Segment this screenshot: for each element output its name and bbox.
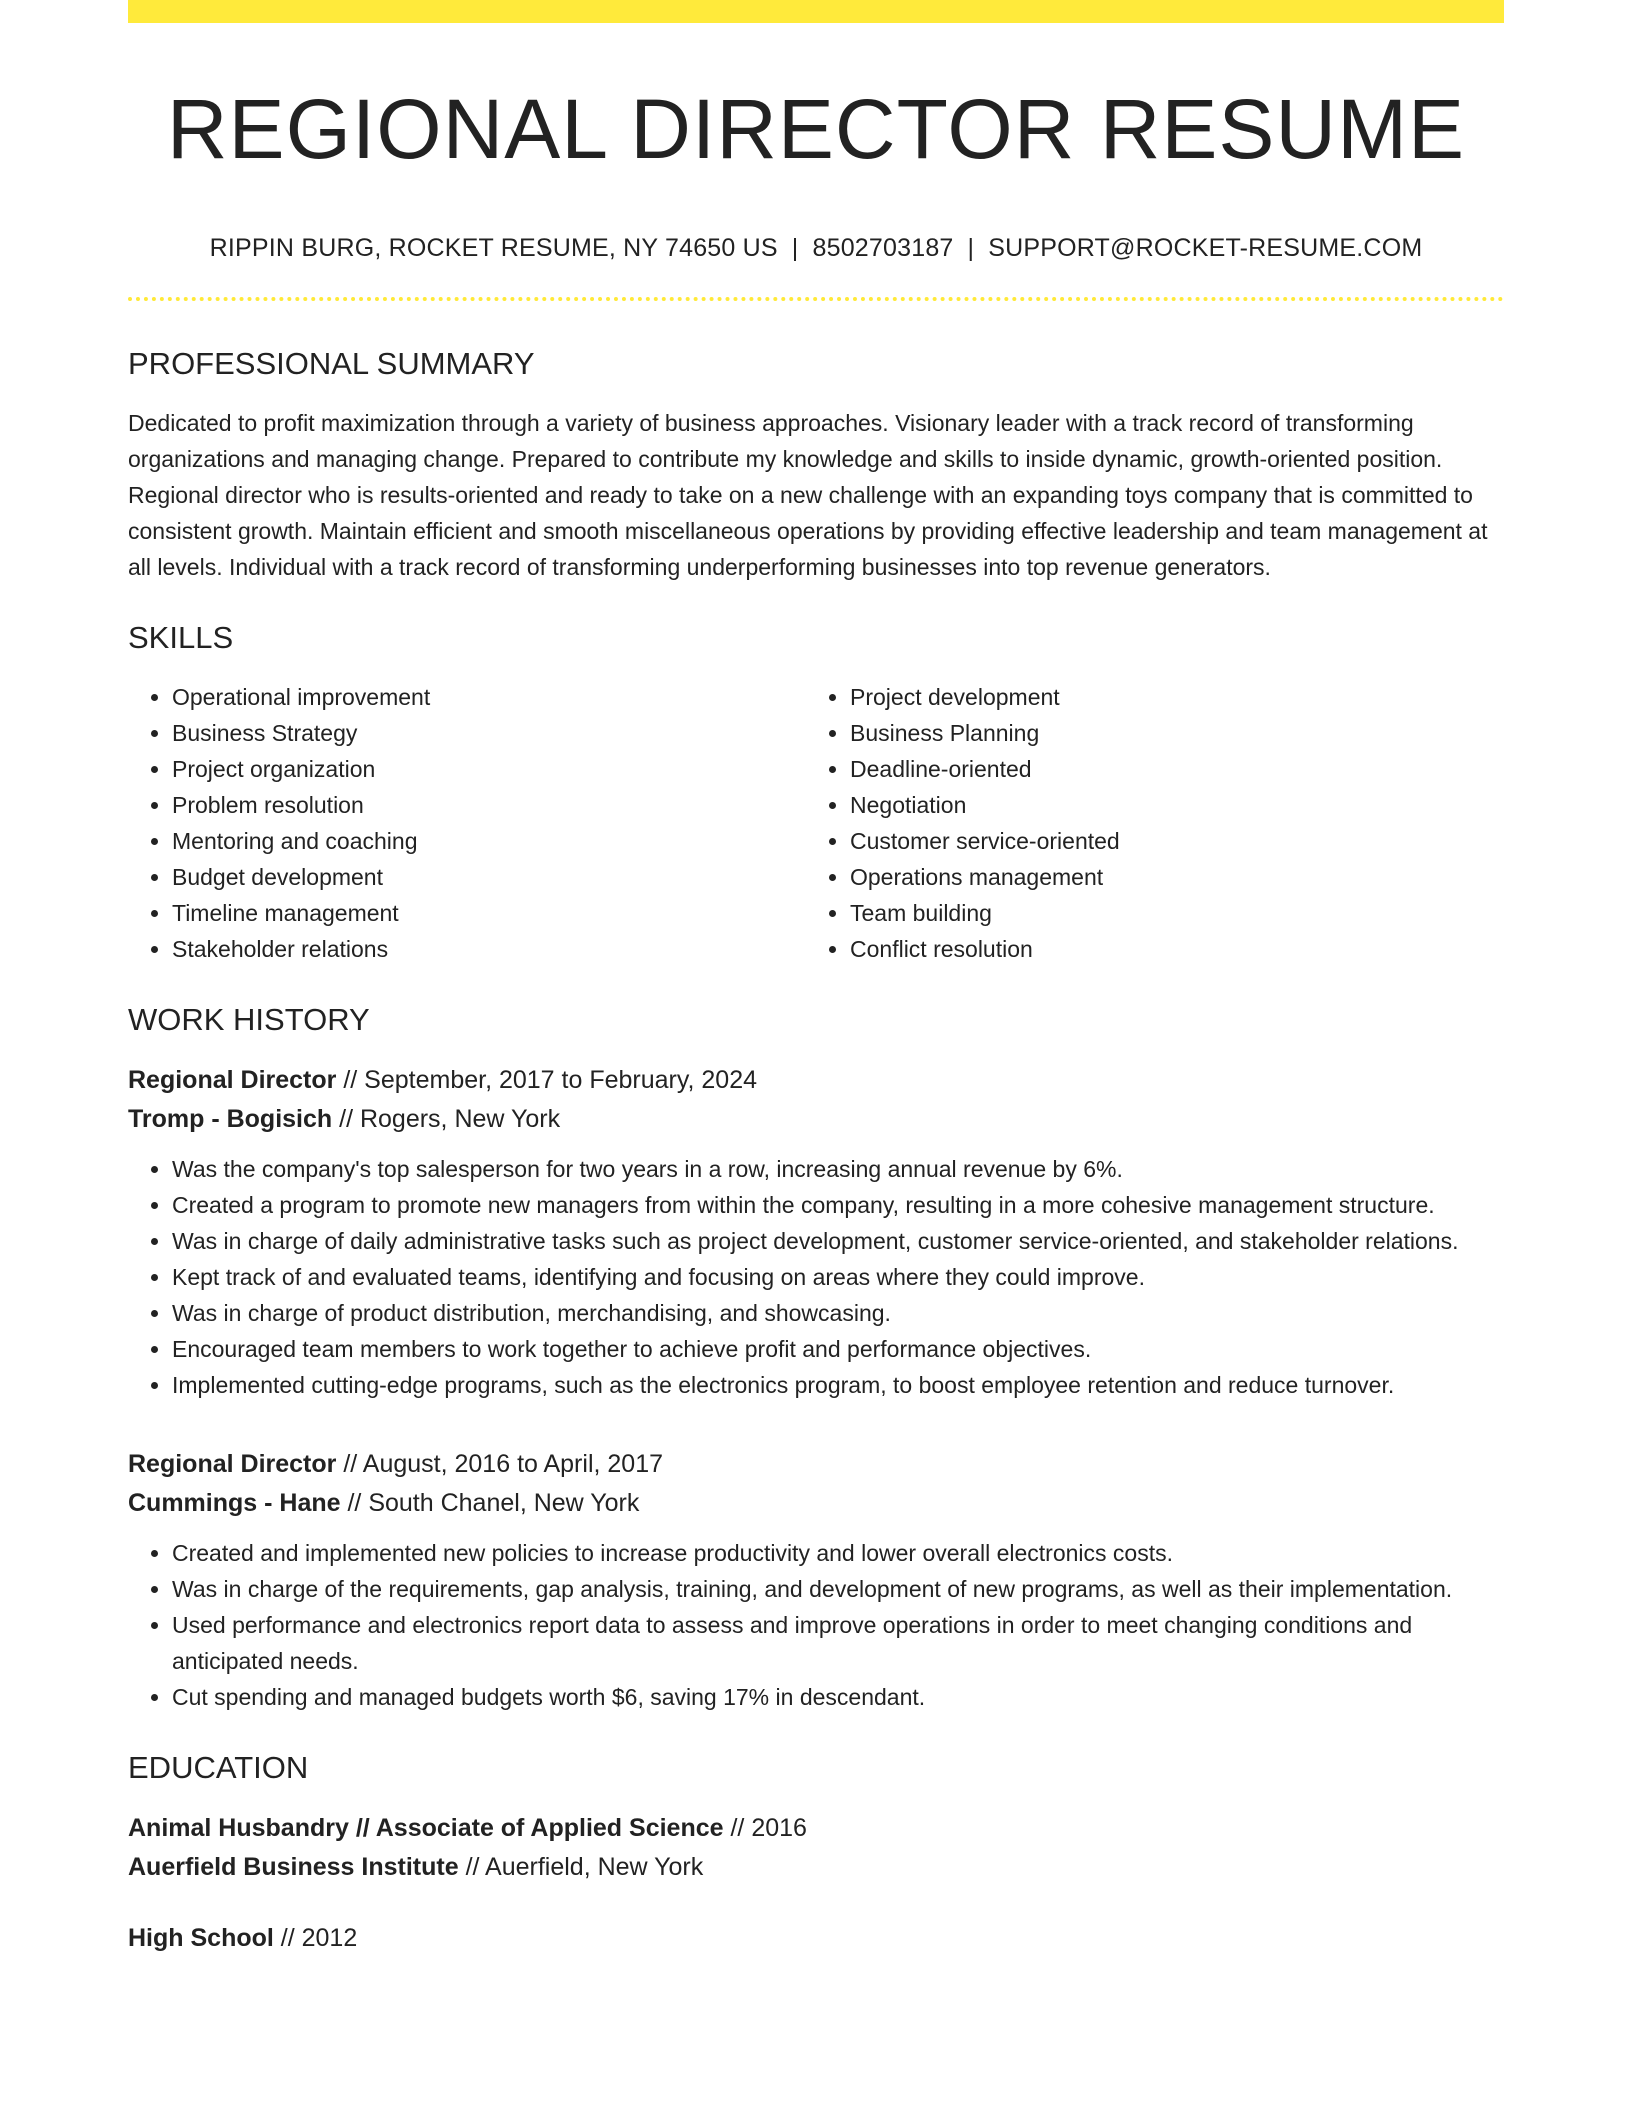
work-history-heading: WORK HISTORY xyxy=(128,1002,370,1037)
skills-list-right xyxy=(806,679,1484,967)
contact-address: RIPPIN BURG, ROCKET RESUME, NY 74650 US xyxy=(209,234,778,262)
education-degree: High School xyxy=(128,1924,274,1952)
contact-line xyxy=(128,233,1504,263)
contact-email: SUPPORT@ROCKET-RESUME.COM xyxy=(988,234,1423,262)
job-bullet: • Cut spending and managed budgets worth $6, saving 17% in descendant. xyxy=(172,1679,1504,1715)
skills-list-left xyxy=(128,679,806,967)
job-company: Tromp - Bogisich xyxy=(128,1105,333,1133)
skill-item: • Customer service-oriented xyxy=(850,823,1484,859)
skill-item: • Budget development xyxy=(172,859,806,895)
job-bullet: • Was in charge of product distribution, merchandising, and showcasing. xyxy=(172,1295,1504,1331)
skill-item: • Negotiation xyxy=(850,787,1484,823)
job-bullets xyxy=(128,1535,1504,1715)
dotted-divider xyxy=(128,297,1504,301)
education-degree-line xyxy=(128,1809,1504,1848)
job-title: Regional Director xyxy=(128,1066,337,1094)
job-bullet: • Used performance and electronics report data to assess and improve operations in order to meet changing conditions and anticipated needs. xyxy=(172,1607,1504,1679)
education-location: // Auerfield, New York xyxy=(458,1853,704,1881)
summary-heading: PROFESSIONAL SUMMARY xyxy=(128,346,535,381)
education-year: // 2016 xyxy=(723,1814,807,1842)
skill-item: • Conflict resolution xyxy=(850,931,1484,967)
skill-item: • Operations management xyxy=(850,859,1484,895)
skill-item: • Business Planning xyxy=(850,715,1484,751)
job-bullet: • Created a program to promote new managers from within the company, resulting in a more cohesive management structure. xyxy=(172,1187,1504,1223)
education-school-line xyxy=(128,1848,1504,1887)
skill-item: • Timeline management xyxy=(172,895,806,931)
education-entry xyxy=(128,1809,1504,1887)
job-title: Regional Director xyxy=(128,1450,337,1478)
job-entry xyxy=(128,1061,1504,1403)
contact-phone: 8502703187 xyxy=(812,234,954,262)
contact-separator: | xyxy=(967,234,975,262)
skill-item: • Mentoring and coaching xyxy=(172,823,806,859)
education-degree: Animal Husbandry // Associate of Applied Science xyxy=(128,1814,724,1842)
skill-item: • Project development xyxy=(850,679,1484,715)
skill-item: • Problem resolution xyxy=(172,787,806,823)
education-entry xyxy=(128,1919,1504,1958)
job-bullet: • Was in charge of the requirements, gap analysis, training, and development of new programs, as well as their implementation. xyxy=(172,1571,1504,1607)
education-degree-line xyxy=(128,1919,1504,1958)
job-bullet: • Was in charge of daily administrative tasks such as project development, customer service-oriented, and stakeholder relations. xyxy=(172,1223,1504,1259)
skill-item: • Team building xyxy=(850,895,1484,931)
education-year: // 2012 xyxy=(273,1924,358,1952)
job-bullet: • Kept track of and evaluated teams, identifying and focusing on areas where they could improve. xyxy=(172,1259,1504,1295)
skills-heading: SKILLS xyxy=(128,620,234,655)
resume-title: REGIONAL DIRECTOR RESUME xyxy=(166,82,1466,176)
contact-separator: | xyxy=(791,234,799,262)
skill-item: • Stakeholder relations xyxy=(172,931,806,967)
skills-columns xyxy=(128,679,1504,967)
top-accent-bar xyxy=(128,0,1504,23)
skill-item: • Project organization xyxy=(172,751,806,787)
job-location: // Rogers, New York xyxy=(332,1105,561,1133)
summary-text: Dedicated to profit maximization through a variety of business approaches. Visionary leader with a track record of transforming organizations and managing change. Prepared to contribute my knowledge and skills to inside dynamic, growth-oriented position. Regional director who is results-oriented and ready to take on a new challenge with an expanding toys company that is committed to consistent growth. Maintain efficient and smooth miscellaneous operations by providing effective leadership and team management at all levels. Individual with a track record of transforming underperforming businesses into top revenue generators. xyxy=(128,410,1488,580)
job-company: Cummings - Hane xyxy=(128,1489,341,1517)
job-company-line xyxy=(128,1100,1504,1139)
job-bullets xyxy=(128,1151,1504,1403)
job-title-line xyxy=(128,1445,1504,1484)
job-bullet: • Implemented cutting-edge programs, such as the electronics program, to boost employee retention and reduce turnover. xyxy=(172,1367,1504,1403)
job-dates: // September, 2017 to February, 2024 xyxy=(336,1066,758,1094)
job-dates: // August, 2016 to April, 2017 xyxy=(336,1450,663,1478)
education-heading: EDUCATION xyxy=(128,1750,309,1785)
job-bullet: • Created and implemented new policies to increase productivity and lower overall electronics costs. xyxy=(172,1535,1504,1571)
skill-item: • Operational improvement xyxy=(172,679,806,715)
job-company-line xyxy=(128,1484,1504,1523)
education-school: Auerfield Business Institute xyxy=(128,1853,459,1881)
resume-page xyxy=(128,0,1504,1958)
job-title-line xyxy=(128,1061,1504,1100)
skill-item: • Deadline-oriented xyxy=(850,751,1484,787)
job-entry xyxy=(128,1445,1504,1715)
job-bullet: • Was the company's top salesperson for two years in a row, increasing annual revenue by 6%. xyxy=(172,1151,1504,1187)
job-location: // South Chanel, New York xyxy=(340,1489,640,1517)
job-bullet: • Encouraged team members to work together to achieve profit and performance objectives. xyxy=(172,1331,1504,1367)
skill-item: • Business Strategy xyxy=(172,715,806,751)
